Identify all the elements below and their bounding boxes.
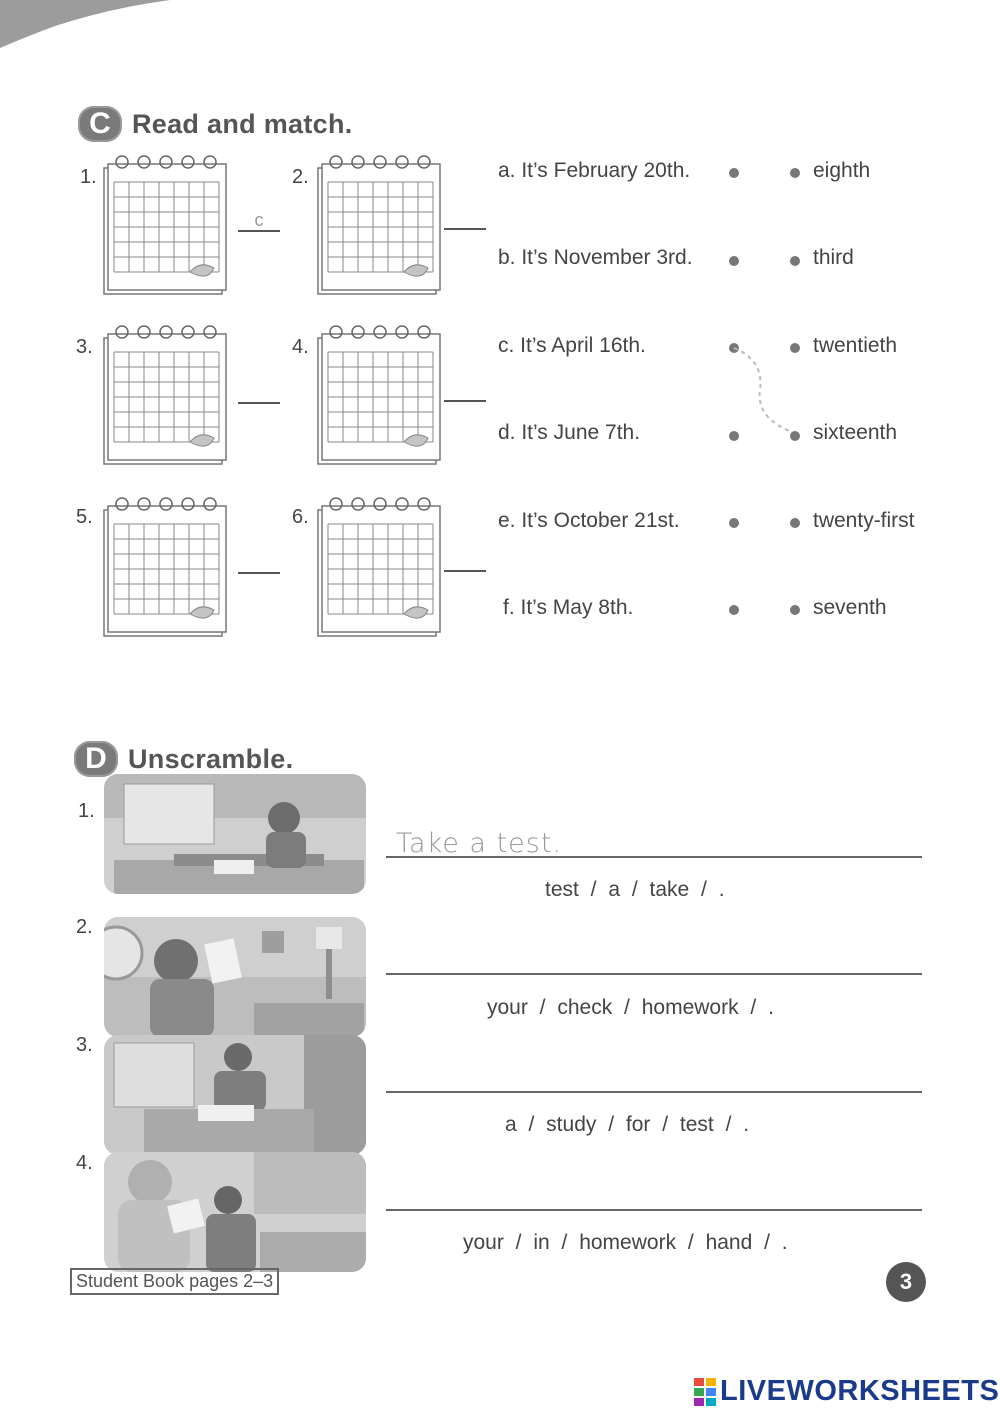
ordinal-word: seventh [813,596,887,619]
student-test-illustration [104,774,366,894]
calendar-number: 6. [292,506,309,528]
answer-blank[interactable] [444,208,486,230]
calendar-number: 4. [292,336,309,358]
student-book-reference: Student Book pages 2–3 [70,1268,279,1295]
scrambled-words: a / study / for / test / . [505,1113,750,1136]
section-d-heading [74,741,293,777]
scrambled-words: test / a / take / . [545,878,725,901]
section-d-badge: D [74,741,118,777]
scrambled-words: your / check / homework / . [487,996,774,1019]
section-c-badge: C [78,106,122,142]
match-dot-right[interactable] [790,605,800,615]
calendar-number: 3. [76,336,93,358]
date-clue: f. It’s May 8th. [503,596,634,619]
calendar-illustration [314,152,446,300]
writing-line[interactable] [386,1091,922,1093]
calendar-illustration [100,494,232,642]
calendar-number: 2. [292,166,309,188]
section-d-title: Unscramble. [128,743,294,774]
date-clue: b. It’s November 3rd. [498,246,693,269]
calendar-illustration [314,322,446,470]
liveworksheets-logo [694,1375,999,1408]
date-clue: d. It’s June 7th. [498,421,641,444]
calendar-illustration [314,494,446,642]
item-number: 1. [78,800,95,822]
writing-line[interactable] [386,1209,922,1211]
answer-blank[interactable] [444,550,486,572]
match-dot-left[interactable] [729,605,739,615]
match-dot-right[interactable] [790,256,800,266]
ordinal-word: third [813,246,854,269]
page-corner-shape [0,0,170,50]
calendar-number: 1. [80,166,97,188]
date-clue: a. It’s February 20th. [498,159,691,182]
item-number: 3. [76,1034,93,1056]
study-for-test-illustration [104,1035,366,1155]
written-answer[interactable]: Take a test. [396,828,562,859]
writing-line[interactable] [386,973,922,975]
item-number: 2. [76,916,93,938]
ordinal-word: eighth [813,159,871,182]
hand-in-homework-illustration [104,1152,366,1272]
calendar-illustration [100,152,232,300]
scrambled-words: your / in / homework / hand / . [463,1231,788,1254]
brand-name: LIVEWORKSHEETS [720,1375,1000,1407]
check-homework-illustration [104,917,366,1037]
page-number: 3 [886,1262,926,1302]
calendar-number: 5. [76,506,93,528]
match-dot-left[interactable] [729,168,739,178]
writing-line[interactable] [386,856,922,858]
match-dot-left[interactable] [729,518,739,528]
section-c-heading [78,106,353,142]
example-match-line [720,330,810,440]
match-dot-right[interactable] [790,518,800,528]
brand-icon [694,1378,716,1406]
match-dot-right[interactable] [790,168,800,178]
ordinal-word: twenty-first [813,509,915,532]
section-c-title: Read and match. [132,108,353,139]
date-clue: e. It’s October 21st. [498,509,680,532]
match-dot-left[interactable] [729,256,739,266]
answer-blank[interactable] [238,552,280,574]
item-number: 4. [76,1152,93,1174]
answer-blank[interactable] [444,380,486,402]
date-clue: c. It’s April 16th. [498,334,646,357]
answer-blank[interactable]: c [238,210,280,232]
ordinal-word: sixteenth [813,421,898,444]
calendar-illustration [100,322,232,470]
ordinal-word: twentieth [813,334,898,357]
answer-blank[interactable] [238,382,280,404]
